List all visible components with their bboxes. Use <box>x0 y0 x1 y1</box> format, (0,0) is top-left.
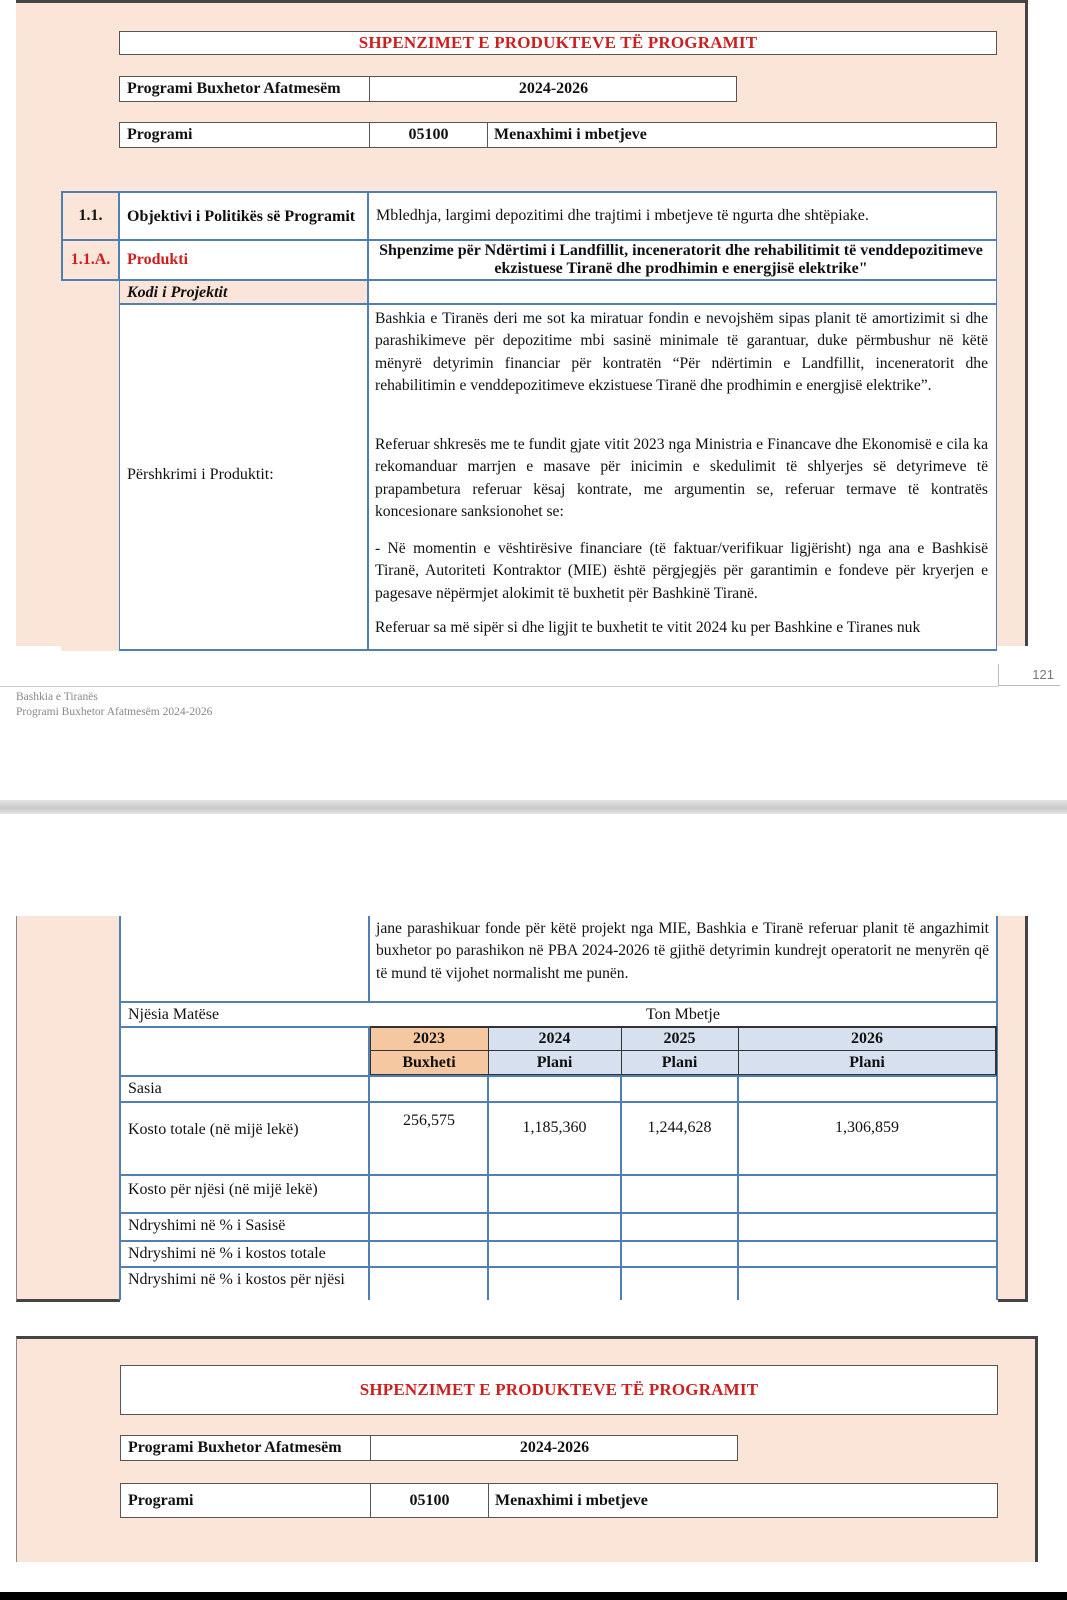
year-header-2024: 2024 <box>538 1030 571 1047</box>
budget-program-label-2: Programi Buxhetor Afatmesëm <box>128 1439 342 1456</box>
budget-program-years-2: 2024-2026 <box>519 1439 590 1456</box>
description-label: Përshkrimi i Produktit: <box>127 466 274 483</box>
description-paragraph-4: Referuar sa më sipër si dhe ligjit te buxhetit te vitit 2024 ku per Bashkine e Tiranes nuk <box>375 619 921 636</box>
bottom-bar <box>0 1592 1067 1600</box>
description-continuation: jane parashikuar fonde për këtë projekt nga MIE, Bashkia e Tiranë referuar planit të angazhimit buxhetor po parashikon në PBA 2024-2026 të gjithë detyrimin kundrejt operatorit ne menyrën që të mund të vijohet normalisht me punën. <box>376 920 989 982</box>
program-label: Programi <box>127 126 193 143</box>
program-code: 05100 <box>408 126 449 143</box>
budget-program-label: Programi Buxhetor Afatmesëm <box>127 80 341 97</box>
program-name: Menaxhimi i mbetjeve <box>494 126 647 143</box>
objective-number: 1.1. <box>78 207 103 224</box>
budget-program-years: 2024-2026 <box>518 80 589 97</box>
unit-value: Ton Mbetje <box>646 1006 720 1023</box>
row-label-unit-cost: Kosto për njësi (në mijë lekë) <box>128 1181 318 1198</box>
description-paragraph-2: Referuar shkresës me te fundit gjate vitit 2023 nga Ministria e Financave dhe Ekonomisë e cila ka rekomanduar marrjen e masave për inicimin e skedulimit të shlyerjes së detyrimeve të prapambetura referuar kësaj kontrate, me argumentin se, referuar termave të kontratës koncesionare sanksionohet se: <box>375 436 988 521</box>
page-title: SHPENZIMET E PRODUKTEVE TË PROGRAMIT <box>358 33 758 52</box>
year-type-2024: Plani <box>536 1054 573 1071</box>
row-label-quantity: Sasia <box>128 1080 162 1097</box>
page-separator <box>0 800 1067 814</box>
total-cost-2024: 1,185,360 <box>522 1119 587 1136</box>
objective-text: Mbledhja, largimi depozitimi dhe trajtimi i mbetjeve të ngurta dhe shtëpiake. <box>376 207 869 224</box>
footer-line-2: Programi Buxhetor Afatmesëm 2024-2026 <box>16 706 213 718</box>
program-code-2: 05100 <box>409 1491 450 1509</box>
total-cost-2025: 1,244,628 <box>647 1119 712 1136</box>
page-number: 121 <box>998 664 1060 686</box>
project-code-label: Kodi i Projektit <box>127 284 228 301</box>
objective-label: Objektivi i Politikës së Programit <box>127 207 356 225</box>
year-header-2025: 2025 <box>663 1030 696 1047</box>
page-section-bottom <box>16 1336 1038 1562</box>
title-box-2 <box>120 1365 998 1415</box>
unit-label: Njësia Matëse <box>128 1006 220 1023</box>
program-label-2: Programi <box>128 1491 194 1509</box>
page-title-2: SHPENZIMET E PRODUKTEVE TË PROGRAMIT <box>359 1380 759 1399</box>
page-section-middle <box>16 916 1028 1302</box>
row-label-change-quantity: Ndryshimi në % i Sasisë <box>128 1217 286 1234</box>
year-header-2023: 2023 <box>413 1030 445 1047</box>
description-paragraph-1: Bashkia e Tiranës deri me sot ka miratuar fondin e nevojshëm sipas planit të amortizimit si dhe parashikimeve për depozitime mbi sasinë minimale të garantuar, duke përmbushur në këtë mënyrë detyrimin financiar për kontratën “Për ndërtimin e Landfillit, inceneratorit dhe rehabilitimin e venddepozitimeve ekzistuese Tiranë dhe prodhimin e energjisë elektrike”. <box>375 310 988 395</box>
program-name-2: Menaxhimi i mbetjeve <box>495 1491 648 1509</box>
title-box <box>119 31 997 55</box>
product-text: Shpenzime për Ndërtimi i Landfillit, inceneratorit dhe rehabilitimit të venddepozitimeve ekzistuese Tiranë dhe prodhimin e energjisë elektrike" <box>379 242 983 277</box>
footer-line-1: Bashkia e Tiranës <box>16 691 98 703</box>
total-cost-2023: 256,575 <box>403 1112 455 1129</box>
row-label-total-cost: Kosto totale (në mijë lekë) <box>128 1121 299 1138</box>
year-type-2026: Plani <box>849 1054 885 1071</box>
row-label-change-total: Ndryshimi në % i kostos totale <box>128 1245 326 1262</box>
page-section-top <box>16 0 1028 646</box>
row-label-change-unit: Ndryshimi në % i kostos për njësi <box>128 1271 345 1288</box>
year-type-2025: Plani <box>661 1054 698 1071</box>
product-number: 1.1.A. <box>70 251 111 268</box>
description-paragraph-3: - Në momentin e vështirësive financiare (të faktuar/verifikuar ligjërisht) nga ana e Bashkisë Tiranë, Autoriteti Kontraktor (MIE) është përgjegjës për garantimin e fondeve për kryerjen e pagesave nëpërmjet alokimit të buxhetit për Bashkinë Tiranë. <box>375 540 988 602</box>
year-type-2023: Buxheti <box>402 1054 456 1071</box>
product-label: Produkti <box>127 251 189 268</box>
total-cost-2026: 1,306,859 <box>835 1119 899 1136</box>
year-header-2026: 2026 <box>851 1030 883 1047</box>
page-footer <box>16 690 212 720</box>
